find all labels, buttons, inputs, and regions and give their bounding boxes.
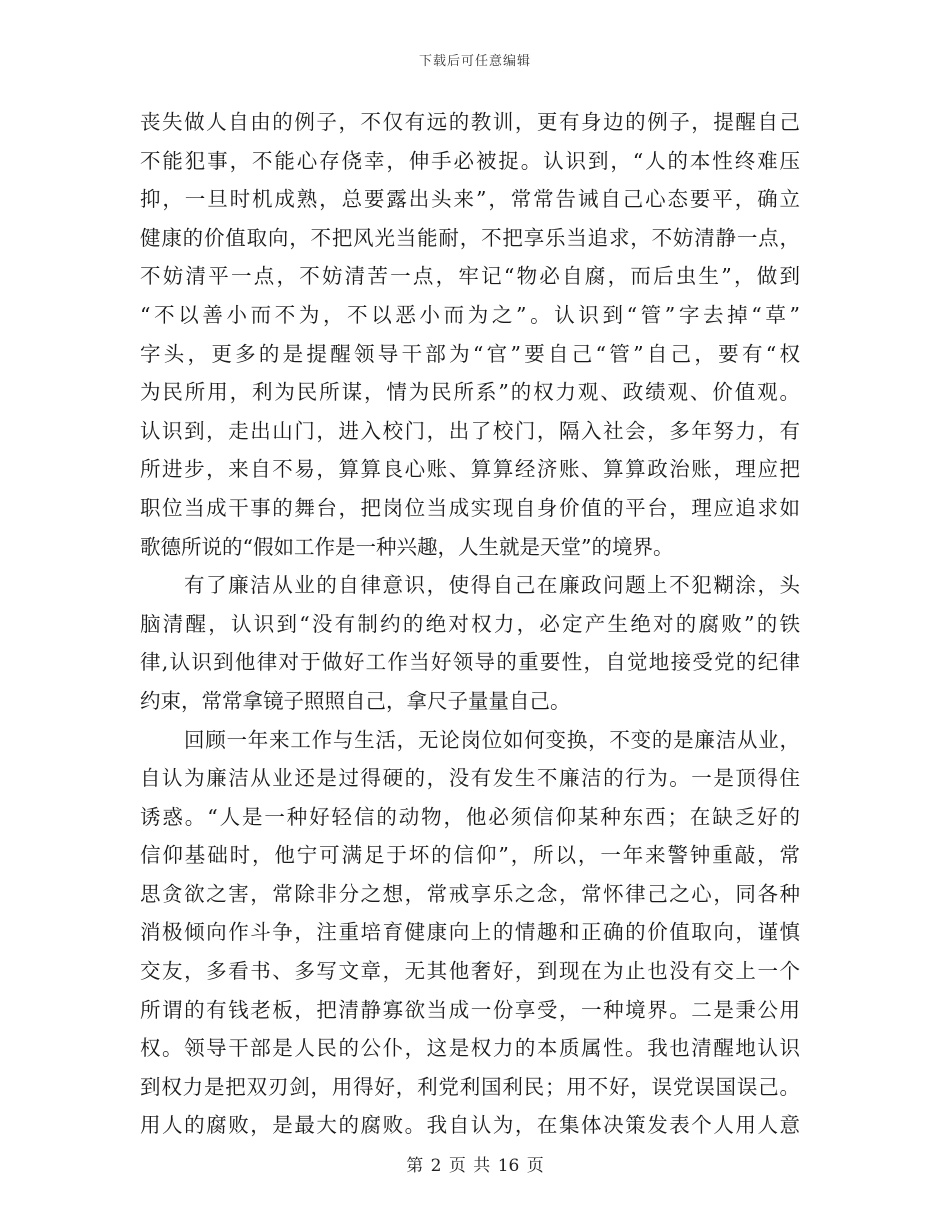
- text-line: 回顾一年来工作与生活，无论岗位如何变换，不变的是廉洁从业，: [184, 727, 800, 752]
- text-line: 不妨清平一点，不妨清苦一点，牢记“物必自腐，而后虫生”，做到: [140, 264, 800, 289]
- text-line: 丧失做人自由的例子，不仅有远的教训，更有身边的例子，提醒自己: [140, 110, 800, 134]
- text-line: 健康的价值取向，不把风光当能耐，不把享乐当追求，不妨清静一点，: [140, 225, 800, 250]
- text-line: 自认为廉洁从业还是过得硬的，没有发生不廉洁的行为。一是顶得住: [140, 766, 800, 791]
- text-line: 脑清醒，认识到“没有制约的绝对权力，必定产生绝对的腐败”的铁: [140, 611, 800, 636]
- text-line: 不能犯事，不能心存侥幸，伸手必被捉。认识到，“人的本性终难压: [140, 148, 800, 173]
- text-line: 抑，一旦时机成熟，总要露出头来”，常常告诫自己心态要平，确立: [140, 187, 800, 212]
- text-line: 字头，更多的是提醒领导干部为“官”要自己“管”自己，要有“权: [140, 341, 800, 366]
- text-line: 律,认识到他律对于做好工作当好领导的重要性，自觉地接受党的纪律: [140, 650, 800, 675]
- text-line: 消极倾向作斗争，注重培育健康向上的情趣和正确的价值取向，谨慎: [140, 920, 800, 945]
- page-number-footer: 第 2 页 共 16 页: [406, 1156, 544, 1176]
- text-line: 所谓的有钱老板，把清静寡欲当成一份享受，一种境界。二是秉公用: [140, 997, 800, 1022]
- page-header: 下载后可任意编辑: [418, 54, 531, 69]
- document-body: [140, 103, 800, 1145]
- text-line: 用人的腐败，是最大的腐败。我自认为，在集体决策发表个人用人意: [140, 1113, 800, 1138]
- text-line: 所进步，来自不易，算算良心账、算算经济账、算算政治账，理应把: [140, 457, 800, 482]
- text-line: 为民所用，利为民所谋，情为民所系”的权力观、政绩观、价值观。: [140, 380, 800, 405]
- text-line: 约束，常常拿镜子照照自己，拿尺子量量自己。: [140, 688, 571, 713]
- text-line: 诱惑。“人是一种好轻信的动物，他必须信仰某种东西；在缺乏好的: [140, 804, 800, 829]
- text-line: 交友，多看书、多写文章，无其他奢好，到现在为止也没有交上一个: [140, 959, 800, 984]
- text-line: 到权力是把双刃剑，用得好，利党利国利民；用不好，误党误国误己。: [140, 1074, 800, 1099]
- text-line: 职位当成干事的舞台，把岗位当成实现自身价值的平台，理应追求如: [140, 495, 800, 520]
- text-line: 有了廉洁从业的自律意识，使得自己在廉政问题上不犯糊涂，头: [184, 573, 800, 598]
- text-line: 认识到，走出山门，进入校门，出了校门，隔入社会，多年努力，有: [140, 418, 800, 443]
- text-line: 思贪欲之害，常除非分之想，常戒享乐之念，常怀律己之心，同各种: [140, 881, 800, 906]
- text-line: 信仰基础时，他宁可满足于坏的信仰”，所以，一年来警钟重敲，常: [140, 843, 800, 868]
- text-line: 权。领导干部是人民的公仆，这是权力的本质属性。我也清醒地认识: [140, 1036, 800, 1061]
- text-line: “不以善小而不为，不以恶小而为之”。认识到“管”字去掉“草”: [140, 302, 800, 327]
- text-line: 歌德所说的“假如工作是一种兴趣，人生就是天堂”的境界。: [140, 534, 674, 559]
